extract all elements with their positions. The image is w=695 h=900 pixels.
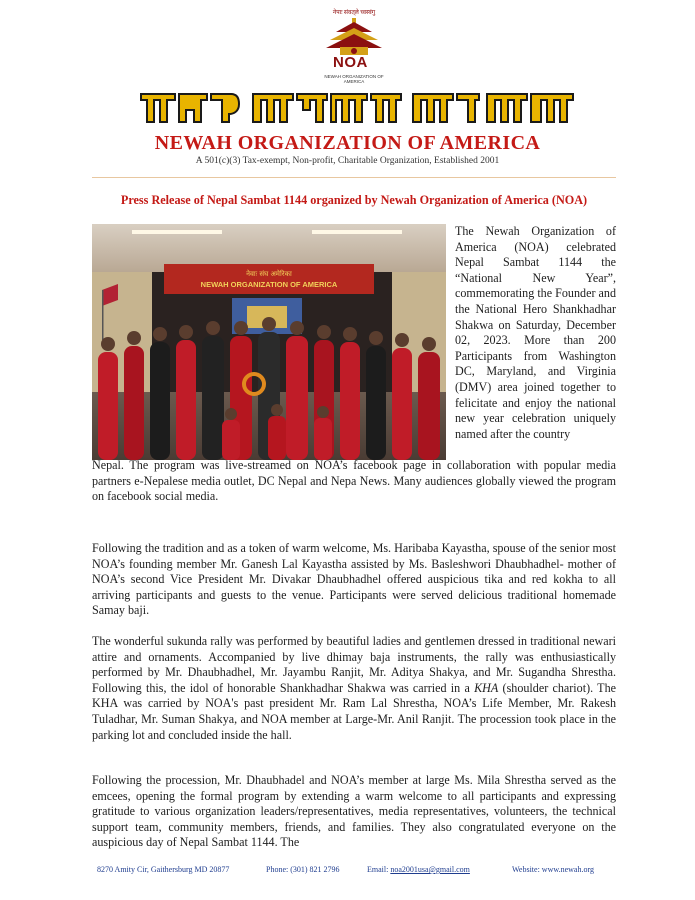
press-release-title: Press Release of Nepal Sambat 1144 organized by Newah Organization of America (NOA) [120, 193, 588, 207]
paragraph-3-kha-italic: KHA [474, 680, 499, 695]
noa-logo [321, 8, 387, 82]
footer-phone: Phone: (301) 821 2796 [266, 865, 340, 874]
organization-tagline: A 501(c)(3) Tax-exempt, Non-profit, Charitable Organization, Established 2001 [195, 156, 500, 166]
paragraph-1-continued: Nepal. The program was live-streamed on NOA’s facebook page in collaboration with popular media partners e-Nepalese media outlet, DC Nepal and Nepa News. Many audiences globally viewed the program on facebook social media. [92, 458, 616, 504]
paragraph-1-intro: The Newah Organization of America (NOA) celebrated Nepal Sambat 1144 the “National New Year”, commemorating the Founder and the National Hero Shankhadhar Shakwa on Saturday, December 02, 2023. More than 200 Participants from Washington DC, Maryland, and Virginia (DMV) area joined together to felicitate and enjoy the national new year celebration uniquely named after the country [455, 224, 616, 441]
footer-website[interactable]: Website: www.newah.org [512, 865, 595, 874]
header-divider [92, 177, 616, 178]
svg-text:NEWAH ORGANIZATION OF AMERICA: NEWAH ORGANIZATION OF AMERICA [200, 280, 338, 289]
event-group-photo [92, 224, 446, 460]
paragraph-4: Following the procession, Mr. Dhaubhadel and NOA’s member at large Ms. Mila Shrestha served as the emcees, opening the formal program by extending a warm welcome to all participants and expressing gratitude to various organization leaders/representatives, media representatives, volunteers, the technical support team, community members, friends, and families. They also congratulated everyone on the auspicious day of Nepal Sambat 1144. The [92, 773, 616, 850]
logo-wordmark: NOA [333, 54, 368, 71]
svg-text:नेवाः संघ अमेरिका: नेवाः संघ अमेरिका [246, 270, 292, 278]
pagoda-emblem-icon [326, 18, 382, 56]
paragraph-3-part-2: (shoulder chariot). The KHA was carried by NOA's past president Mr. Ram Lal Shrestha, NOA’s Life Member, Mr. Rakesh Tuladhar, Mr. Suman Shakya, and NOA member at Large-Mr. Anil Ranjit. The procession took place in the parking lot and concluded inside the hall. [92, 680, 616, 742]
script-banner [137, 86, 577, 126]
logo-subtext: NEWAH ORGANIZATION OF AMERICA [324, 74, 384, 84]
footer-email-label: Email: [367, 865, 391, 874]
footer-email-link[interactable]: noa2001usa@gmail.com [390, 865, 470, 874]
footer-email [367, 865, 470, 874]
footer-contact [92, 865, 616, 879]
paragraph-3-part-1: The wonderful sukunda rally was performed by beautiful ladies and gentlemen dressed in traditional newari attire and ornaments. Accompanied by live dhimay baja instruments, the rally was enthusiastically performed by Mr. Dhaubhadhel, Mr. Jayambu Ranjit, Mr. Aditya Shakya, and Mr. Sugandha Shrestha. Following this, the idol of honorable Shankhadhar Shakwa was carried in a [92, 634, 616, 695]
paragraph-3 [92, 634, 616, 743]
organization-name: NEWAH ORGANIZATION OF AMERICA [154, 132, 541, 154]
logo-top-text: नेपाः संवत्‌ले च्वस्वंगु [332, 10, 376, 16]
footer-address: 8270 Amity Cir, Gaithersburg MD 20877 [97, 865, 230, 874]
paragraph-2: Following the tradition and as a token of warm welcome, Ms. Haribaba Kayastha, spouse of the senior most NOA’s founding member Mr. Ganesh Lal Kayastha assisted by Ms. Basleshwori Dhaubhadhel- mother of NOA’s second Vice President Mr. Divakar Dhaubhadhel offered auspicious tika and red kokha to all arriving participants and guests to the venue. Participants were served delicious traditional homemade Samay baji. [92, 541, 616, 618]
